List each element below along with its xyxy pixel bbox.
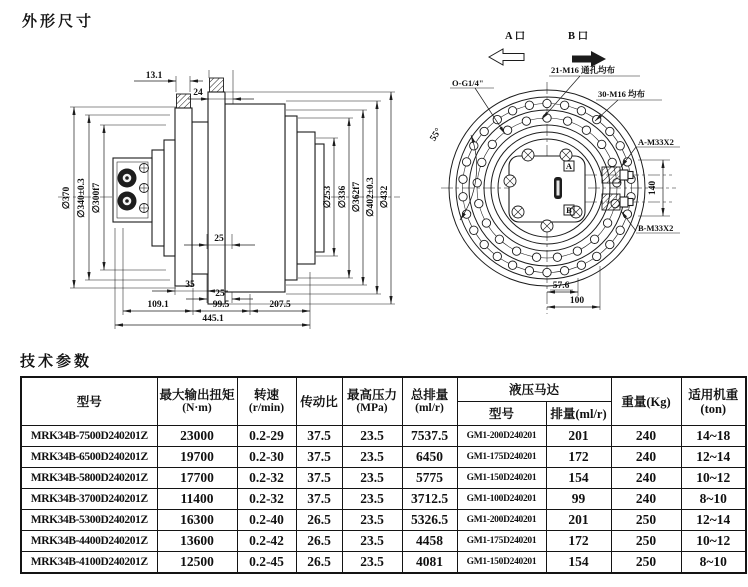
arrow-left-icon (489, 49, 524, 65)
bolt-hole (522, 117, 530, 125)
table-row (21, 468, 746, 489)
header-line: (MPa) (356, 402, 388, 415)
bolt-hole (482, 219, 490, 227)
table-cell: 5326.5 (402, 510, 457, 531)
table-cell: GM1-150D240201 (457, 552, 546, 574)
table-cell: 250 (611, 510, 681, 531)
port-b-thread: B-M33X2 (638, 223, 674, 233)
front-view (428, 30, 680, 314)
col-header-hydraulic-motor: 液压马达 (457, 377, 611, 402)
bolt-hole (616, 142, 624, 150)
dim-dia-370: ∅370 (62, 186, 72, 210)
dim-109-1: 109.1 (147, 300, 169, 310)
table-cell: 12~14 (681, 510, 746, 531)
col-header-max-pressure (342, 377, 402, 426)
dim-35: 35 (185, 280, 195, 290)
page-title-specs: 技术参数 (20, 354, 93, 370)
port-plugs (602, 167, 633, 210)
bolt-hole (577, 107, 585, 115)
table-cell: 8~10 (681, 552, 746, 574)
bolt-hole (493, 252, 501, 260)
col-header-machine-weight: 适用机重(ton) (681, 377, 746, 426)
table-cell: 10~12 (681, 531, 746, 552)
table-cell: 11400 (157, 489, 237, 510)
bolt-hole (459, 175, 467, 183)
table-cell: 4081 (402, 552, 457, 574)
table-cell: 0.2-30 (237, 447, 296, 468)
dim-mid-25: 25 (214, 234, 224, 244)
table-cell: 0.2-32 (237, 489, 296, 510)
dim-dia-253: ∅253 (323, 185, 333, 209)
table-cell: GM1-175D240201 (457, 447, 546, 468)
dim-207-5: 207.5 (269, 300, 291, 310)
specs-table (20, 376, 747, 574)
bolt-hole (543, 114, 551, 122)
table-cell: 154 (546, 552, 611, 574)
outer-bolt-note: 30-M16 均布 (598, 89, 645, 99)
bolt-hole (543, 99, 551, 107)
table-row (21, 552, 746, 574)
dim-100: 100 (569, 296, 585, 306)
table-cell: 26.5 (296, 531, 342, 552)
bolt-hole (473, 179, 481, 187)
table-cell: 99 (546, 489, 611, 510)
col-header-weight: 重量(Kg) (611, 377, 681, 426)
bolt-hole (560, 101, 568, 109)
table-cell: 250 (611, 531, 681, 552)
table-cell: 23.5 (342, 468, 402, 489)
table-cell: 23.5 (342, 447, 402, 468)
table-cell: 12500 (157, 552, 237, 574)
bolt-hole (488, 140, 496, 148)
header-line: 总排量 (410, 388, 449, 403)
table-cell: 201 (546, 426, 611, 447)
table-cell: 0.2-45 (237, 552, 296, 574)
dim-angle-55: 55° (428, 126, 445, 144)
port-a-label: A 口 (505, 31, 526, 42)
table-cell: 26.5 (296, 510, 342, 531)
engineering-drawing (0, 20, 748, 360)
table-cell: 240 (611, 468, 681, 489)
bolt-hole (573, 247, 581, 255)
dim-445-1: 445.1 (202, 314, 224, 324)
specs-table-body (21, 426, 746, 574)
flow-direction (489, 30, 606, 67)
bolt-hole (532, 253, 540, 261)
header-line: (N·m) (182, 402, 212, 415)
table-cell: 10~12 (681, 468, 746, 489)
subcol-header-motor-model: 型号 (457, 402, 546, 426)
header-line: (r/min) (248, 402, 285, 415)
motor-body (504, 149, 585, 232)
header-line: (ml/r) (415, 402, 444, 415)
bolt-hole (525, 101, 533, 109)
bolt-hole (608, 158, 616, 166)
table-cell: MRK34B-5800D240201Z (21, 468, 157, 489)
port-b-marker: B (566, 205, 572, 215)
header-line: 最高压力 (346, 388, 397, 403)
bolt-hole (480, 240, 488, 248)
dim-13-1: 13.1 (145, 71, 163, 81)
bolt-hole (478, 158, 486, 166)
bolt-hole (593, 252, 601, 260)
top-dims (134, 70, 254, 104)
table-cell: 16300 (157, 510, 237, 531)
table-cell: 250 (611, 552, 681, 574)
col-header-max-torque (157, 377, 237, 426)
table-cell: 5775 (402, 468, 457, 489)
gauge-port-note: O-G1/4" (452, 78, 484, 88)
dim-dia-336: ∅336 (338, 185, 348, 209)
dim-dia-340: ∅340±0.3 (77, 178, 87, 218)
table-cell: 23.5 (342, 489, 402, 510)
bolt-hole (480, 127, 488, 135)
bolt-hole (475, 199, 483, 207)
table-row (21, 426, 746, 447)
table-cell: 17700 (157, 468, 237, 489)
table-cell: 37.5 (296, 489, 342, 510)
table-row (21, 489, 746, 510)
header-line: 转速 (253, 388, 279, 403)
table-cell: 37.5 (296, 468, 342, 489)
table-cell: 3712.5 (402, 489, 457, 510)
bolt-hole (508, 107, 516, 115)
bolt-hole (623, 210, 631, 218)
subcol-header-motor-displacement: 排量(ml/r) (546, 402, 611, 426)
table-cell: 37.5 (296, 447, 342, 468)
table-cell: 23.5 (342, 531, 402, 552)
table-cell: MRK34B-4100D240201Z (21, 552, 157, 574)
table-cell: GM1-200D240201 (457, 426, 546, 447)
dim-dia-402: ∅402±0.3 (366, 177, 376, 217)
table-cell: 23.5 (342, 426, 402, 447)
table-cell: 0.2-40 (237, 510, 296, 531)
specs-table-header (21, 377, 746, 426)
col-header-total-displacement (402, 377, 457, 426)
table-cell: 37.5 (296, 426, 342, 447)
col-header-ratio: 传动比 (296, 377, 342, 426)
port-b-label: B 口 (568, 31, 589, 42)
table-cell: 23.5 (342, 510, 402, 531)
table-cell: 240 (611, 426, 681, 447)
table-cell: 172 (546, 447, 611, 468)
bolt-hole (553, 253, 561, 261)
table-cell: MRK34B-3700D240201Z (21, 489, 157, 510)
col-header-model: 型号 (21, 377, 157, 426)
table-cell: 26.5 (296, 552, 342, 574)
dim-dia-362: ∅362f7 (352, 181, 362, 213)
table-row (21, 447, 746, 468)
table-cell: MRK34B-6500D240201Z (21, 447, 157, 468)
bolt-hole (606, 127, 614, 135)
dim-dia-432: ∅432 (380, 185, 390, 209)
thread-cap-1 (177, 94, 191, 108)
dim-24: 24 (193, 88, 203, 98)
table-cell: 14~18 (681, 426, 746, 447)
bolt-hole (577, 261, 585, 269)
port-a-thread: A-M33X2 (638, 137, 674, 147)
bolt-hole (525, 267, 533, 275)
table-cell: 4458 (402, 531, 457, 552)
table-cell: 6450 (402, 447, 457, 468)
bolt-hole (563, 117, 571, 125)
bolt-hole (508, 261, 516, 269)
table-cell: 12~14 (681, 447, 746, 468)
table-cell: GM1-100D240201 (457, 489, 546, 510)
table-cell: MRK34B-4400D240201Z (21, 531, 157, 552)
bolt-hole (616, 226, 624, 234)
side-view (58, 70, 400, 329)
table-cell: 13600 (157, 531, 237, 552)
table-cell: GM1-175D240201 (457, 531, 546, 552)
table-cell: 240 (611, 489, 681, 510)
table-cell: 23.5 (342, 552, 402, 574)
bolt-hole (606, 240, 614, 248)
bolt-hole (560, 267, 568, 275)
table-cell: 154 (546, 468, 611, 489)
thread-cap-2 (210, 78, 224, 92)
table-cell: 8~10 (681, 489, 746, 510)
page-title-dimensions: 外形尺寸 (22, 14, 95, 30)
bolt-hole (582, 126, 590, 134)
table-cell: 240 (611, 447, 681, 468)
table-cell: 0.2-42 (237, 531, 296, 552)
bolt-hole (470, 226, 478, 234)
bolt-hole (603, 219, 611, 227)
table-cell: 0.2-29 (237, 426, 296, 447)
dim-dia-300: ∅300f7 (92, 182, 102, 214)
table-cell: 19700 (157, 447, 237, 468)
bolt-hole (512, 247, 520, 255)
bolt-hole (495, 235, 503, 243)
table-row (21, 510, 746, 531)
table-cell: GM1-150D240201 (457, 468, 546, 489)
bolt-hole (543, 268, 551, 276)
col-header-speed (237, 377, 296, 426)
table-cell: MRK34B-5300D240201Z (21, 510, 157, 531)
dim-140: 140 (648, 180, 658, 196)
bolt-hole (590, 235, 598, 243)
table-cell: 172 (546, 531, 611, 552)
bolt-hole (462, 158, 470, 166)
table-cell: 23000 (157, 426, 237, 447)
header-line: 最大输出扭矩 (159, 388, 235, 403)
table-cell: 7537.5 (402, 426, 457, 447)
dim-99-5: 99.5 (212, 300, 230, 310)
inner-bolt-note: 21-M16 通孔均布 (551, 65, 615, 75)
table-row (21, 531, 746, 552)
port-a-marker: A (565, 161, 573, 171)
dim-57-6: 57.6 (552, 281, 570, 291)
bolt-hole (459, 193, 467, 201)
dim-bottom-25: 25 (215, 289, 225, 299)
table-cell: 201 (546, 510, 611, 531)
table-cell: MRK34B-7500D240201Z (21, 426, 157, 447)
table-cell: 0.2-32 (237, 468, 296, 489)
table-cell: GM1-200D240201 (457, 510, 546, 531)
bolt-hole (598, 140, 606, 148)
